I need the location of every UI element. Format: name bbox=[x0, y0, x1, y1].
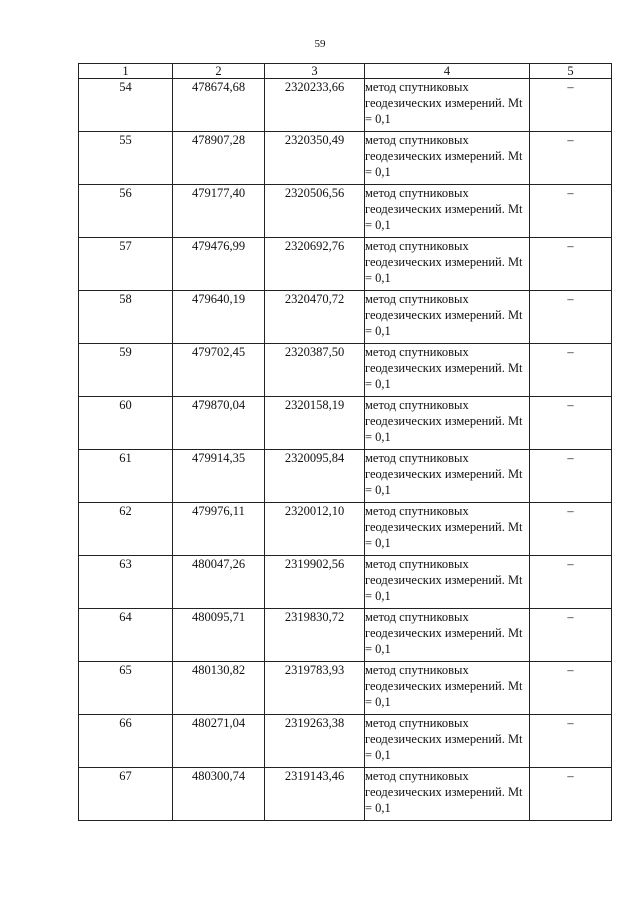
table-row bbox=[79, 79, 612, 132]
y-coordinate-cell: 2320506,56 bbox=[265, 185, 365, 238]
point-number-cell: 63 bbox=[79, 556, 173, 609]
method-cell: метод спутниковых геодезических измерений. Mt = 0,1 bbox=[365, 397, 530, 450]
note-cell: – bbox=[530, 238, 612, 291]
y-coordinate-cell: 2319263,38 bbox=[265, 715, 365, 768]
point-number-cell: 65 bbox=[79, 662, 173, 715]
method-cell: метод спутниковых геодезических измерений. Mt = 0,1 bbox=[365, 715, 530, 768]
note-cell: – bbox=[530, 450, 612, 503]
table-row bbox=[79, 344, 612, 397]
x-coordinate-cell: 479914,35 bbox=[173, 450, 265, 503]
point-number-cell: 67 bbox=[79, 768, 173, 821]
table-row bbox=[79, 768, 612, 821]
point-number-cell: 55 bbox=[79, 132, 173, 185]
y-coordinate-cell: 2320012,10 bbox=[265, 503, 365, 556]
header-row bbox=[79, 64, 612, 79]
y-coordinate-cell: 2319902,56 bbox=[265, 556, 365, 609]
note-cell: – bbox=[530, 397, 612, 450]
table-row bbox=[79, 662, 612, 715]
method-cell: метод спутниковых геодезических измерений. Mt = 0,1 bbox=[365, 238, 530, 291]
x-coordinate-cell: 479177,40 bbox=[173, 185, 265, 238]
note-cell: – bbox=[530, 79, 612, 132]
method-cell: метод спутниковых геодезических измерений. Mt = 0,1 bbox=[365, 450, 530, 503]
method-cell: метод спутниковых геодезических измерений. Mt = 0,1 bbox=[365, 662, 530, 715]
point-number-cell: 59 bbox=[79, 344, 173, 397]
x-coordinate-cell: 478907,28 bbox=[173, 132, 265, 185]
table-row bbox=[79, 291, 612, 344]
y-coordinate-cell: 2320233,66 bbox=[265, 79, 365, 132]
method-cell: метод спутниковых геодезических измерений. Mt = 0,1 bbox=[365, 132, 530, 185]
x-coordinate-cell: 479476,99 bbox=[173, 238, 265, 291]
method-cell: метод спутниковых геодезических измерений. Mt = 0,1 bbox=[365, 503, 530, 556]
note-cell: – bbox=[530, 344, 612, 397]
method-cell: метод спутниковых геодезических измерений. Mt = 0,1 bbox=[365, 768, 530, 821]
x-coordinate-cell: 480047,26 bbox=[173, 556, 265, 609]
note-cell: – bbox=[530, 132, 612, 185]
method-cell: метод спутниковых геодезических измерений. Mt = 0,1 bbox=[365, 556, 530, 609]
x-coordinate-cell: 479702,45 bbox=[173, 344, 265, 397]
note-cell: – bbox=[530, 185, 612, 238]
method-cell: метод спутниковых геодезических измерений. Mt = 0,1 bbox=[365, 291, 530, 344]
table-row bbox=[79, 185, 612, 238]
method-cell: метод спутниковых геодезических измерений. Mt = 0,1 bbox=[365, 79, 530, 132]
note-cell: – bbox=[530, 768, 612, 821]
x-coordinate-cell: 479640,19 bbox=[173, 291, 265, 344]
y-coordinate-cell: 2320158,19 bbox=[265, 397, 365, 450]
method-cell: метод спутниковых геодезических измерений. Mt = 0,1 bbox=[365, 344, 530, 397]
x-coordinate-cell: 479870,04 bbox=[173, 397, 265, 450]
table-row bbox=[79, 132, 612, 185]
y-coordinate-cell: 2320387,50 bbox=[265, 344, 365, 397]
y-coordinate-cell: 2320470,72 bbox=[265, 291, 365, 344]
method-cell: метод спутниковых геодезических измерений. Mt = 0,1 bbox=[365, 609, 530, 662]
note-cell: – bbox=[530, 662, 612, 715]
table-row bbox=[79, 503, 612, 556]
x-coordinate-cell: 480300,74 bbox=[173, 768, 265, 821]
coordinates-table bbox=[78, 63, 612, 821]
table-row bbox=[79, 397, 612, 450]
note-cell: – bbox=[530, 503, 612, 556]
header-col-3: 3 bbox=[265, 64, 365, 79]
note-cell: – bbox=[530, 291, 612, 344]
x-coordinate-cell: 479976,11 bbox=[173, 503, 265, 556]
x-coordinate-cell: 480130,82 bbox=[173, 662, 265, 715]
point-number-cell: 62 bbox=[79, 503, 173, 556]
point-number-cell: 54 bbox=[79, 79, 173, 132]
header-col-5: 5 bbox=[530, 64, 612, 79]
y-coordinate-cell: 2320350,49 bbox=[265, 132, 365, 185]
table-row bbox=[79, 450, 612, 503]
point-number-cell: 56 bbox=[79, 185, 173, 238]
point-number-cell: 58 bbox=[79, 291, 173, 344]
x-coordinate-cell: 478674,68 bbox=[173, 79, 265, 132]
point-number-cell: 66 bbox=[79, 715, 173, 768]
point-number-cell: 57 bbox=[79, 238, 173, 291]
y-coordinate-cell: 2319143,46 bbox=[265, 768, 365, 821]
point-number-cell: 61 bbox=[79, 450, 173, 503]
note-cell: – bbox=[530, 556, 612, 609]
header-col-1: 1 bbox=[79, 64, 173, 79]
page-number: 59 bbox=[314, 38, 326, 50]
method-cell: метод спутниковых геодезических измерений. Mt = 0,1 bbox=[365, 185, 530, 238]
y-coordinate-cell: 2319783,93 bbox=[265, 662, 365, 715]
table-row bbox=[79, 238, 612, 291]
y-coordinate-cell: 2320095,84 bbox=[265, 450, 365, 503]
table-row bbox=[79, 556, 612, 609]
y-coordinate-cell: 2319830,72 bbox=[265, 609, 365, 662]
table-row bbox=[79, 609, 612, 662]
point-number-cell: 60 bbox=[79, 397, 173, 450]
point-number-cell: 64 bbox=[79, 609, 173, 662]
note-cell: – bbox=[530, 609, 612, 662]
note-cell: – bbox=[530, 715, 612, 768]
x-coordinate-cell: 480271,04 bbox=[173, 715, 265, 768]
y-coordinate-cell: 2320692,76 bbox=[265, 238, 365, 291]
header-col-4: 4 bbox=[365, 64, 530, 79]
x-coordinate-cell: 480095,71 bbox=[173, 609, 265, 662]
header-col-2: 2 bbox=[173, 64, 265, 79]
table-row bbox=[79, 715, 612, 768]
